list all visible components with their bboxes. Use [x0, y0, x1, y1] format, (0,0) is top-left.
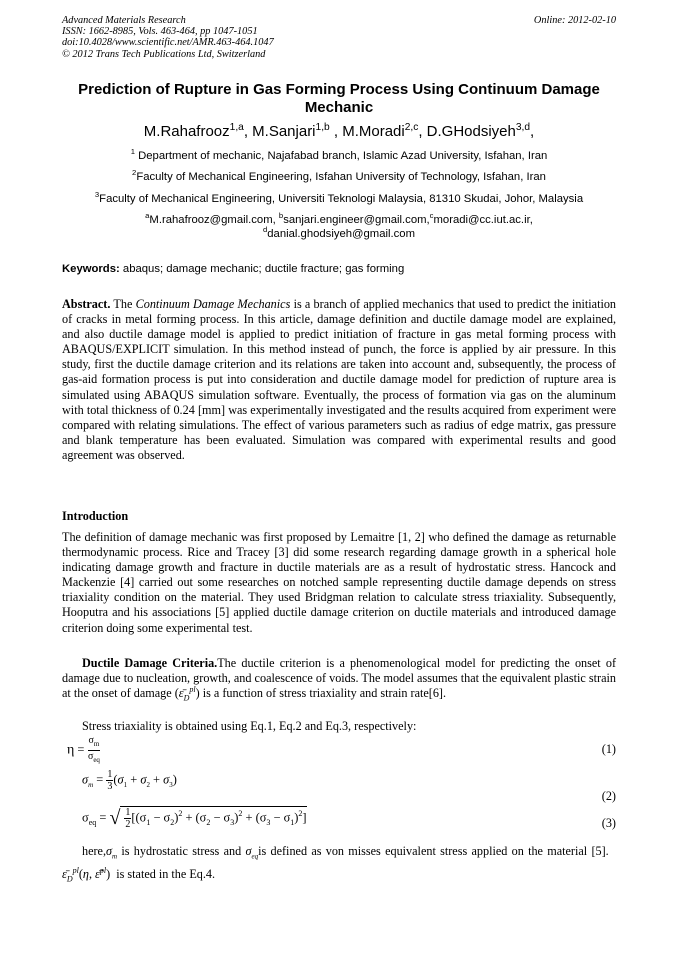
equation-1: η = $\frac{\sigma_m}{\sigma_{eq}}$	[67, 735, 100, 764]
affiliation-2: $^2$Faculty of Mechanical Engineering, Isfahan University of Technology, Isfahan, Iran	[132, 168, 546, 183]
author-names: M.Rahafrooz$^{1,a}$, M.Sanjari$^{1,b}$ , M.Moradi$^{2,c}$, D.GHodsiyeh$^{3,d}$,	[143, 122, 535, 140]
journal-header	[62, 15, 274, 60]
author-emails: $^a$M.rahafrooz@gmail.com, $^b$sanjari.engineer@gmail.com,$^c$moradi@cc.iut.ac.ir, $^d$danial.ghodsiyeh@gmail.com	[145, 211, 533, 240]
paper-title: Prediction of Rupture in Gas Forming Process Using Continuum Damage Mechanic	[78, 81, 600, 116]
keywords	[62, 263, 404, 275]
ductile-damage-paragraph: Ductile Damage Criteria.The ductile criterion is a phenomenological model for predicting the onset of damage due to nucleation, growth, and coalescence of voids. The model assumes that the equivalent plastic strain at the onset of damage $(\varepsilon̄_D^{pl})$ is a function of stress triaxiality and strain rate[6].	[62, 656, 617, 703]
affiliation-1: $^1$ Department of mechanic, Najafabad branch, Islamic Azad University, Isfahan, Iran	[130, 147, 548, 162]
abstract: Abstract. The Continuum Damage Mechanics is a branch of applied mechanics that used to predict the initiation of cracks in metal forming process. In this article, damage definition and ductile damage model are explained, and also ductile damage model is applied to predict initiation of fracture in gas metal forming process with ABAQUS/EXPLICIT simulation. In this method instead of punch, the force is applied by air pressure. In this study, first the ductile damage criterion and its relations are taken into account and, subsequently, the process of gas-aid formation process is put into consideration and ductile damage model for prediction of rupture area is simulated using ABAQUS simulation software. Eventually, the process of formation via gas on the aluminum with total thickness of 0.24 [mm] was experimentally investigated and the results acquired from experiment were compared with relating simulations. The effect of various parameters such as radius of edge matrix, gas pressure and blank temperature has been evaluated. Simulation was compared with experimental results and good agreement was observed.	[62, 297, 617, 462]
online-date: Online: 2012-02-10	[533, 15, 616, 26]
email-d[interactable]: danial.ghodsiyeh@gmail.com	[267, 228, 416, 240]
equation-number-3: (3)	[601, 816, 616, 830]
email-a[interactable]: M.rahafrooz@gmail.com,	[149, 214, 276, 226]
introduction-heading: Introduction	[62, 509, 129, 523]
eq-intro: Stress triaxiality is obtained using Eq.1, Eq.2 and Eq.3, respectively:	[82, 719, 417, 733]
email-b[interactable]: sanjari.engineer@gmail.com,	[283, 214, 430, 226]
hydrostatic-paragraph: $here,\sigma_m$ is hydrostatic stress and $\sigma_{eq}is$ defined as von misses equivalent stress applied on the material [5]. $\varepsilon̄_D^{pl}(\eta$, ε̄̇$^{pl}$) is stated in the Eq.4.	[62, 844, 609, 884]
equation-2: $\sigma_m$ = $\frac{1}{3}$ $(\sigma_1 + \sigma_2 + \sigma_3)$	[82, 769, 177, 792]
equation-3: $\sigma_{eq}$ = √ $\frac{1}{2}$ $[(\sigma_1 - \sigma_2)^2 + (\sigma_2 - \sigma_3)^2 + (\sigma_3 - \sigma_1)^2]$	[82, 807, 307, 830]
intro-paragraph: The definition of damage mechanic was first proposed by Lemaitre [1, 2] who defined the damage as returnable thermodynamic process. Rice and Tracey [3] did some research regarding damage growth in a spherical hole indicating damage growth and fracture in ductile materials are as a result of hydrostatic stress. Hancock and Mackenzie [4] carried out some researches on notched sample representing ductile damage depends on stress triaxiality condition on the material. They used Bridgman relation to calculate stress triaxiality. Subsequently, Hooputra and his associations [5] applied ductile damage criterion on ductile materials and introduced damage criterion doing some experimental test.	[62, 530, 616, 635]
journal-issn: ISSN: 1662-8985, Vols. 463-464, pp 1047-1051	[62, 26, 258, 38]
journal-doi: doi:10.4028/www.scientific.net/AMR.463-464.1047	[62, 37, 274, 49]
affiliation-3: $^3$Faculty of Mechanical Engineering, Universiti Teknologi Malaysia, 81310 Skudai, Johor, Malaysia	[94, 190, 584, 205]
email-c[interactable]: moradi@cc.iut.ac.ir,	[433, 214, 533, 226]
abstract-italic: Continuum Damage Mechanics	[135, 297, 291, 311]
keywords-label: Keywords:	[62, 263, 120, 275]
abstract-label: Abstract.	[62, 297, 111, 311]
equation-number-1: (1)	[601, 742, 616, 756]
equation-number-2: (2)	[601, 789, 616, 803]
journal-copyright: © 2012 Trans Tech Publications Ltd, Switzerland	[62, 48, 266, 60]
keywords-text: abaqus; damage mechanic; ductile fracture; gas forming	[122, 263, 405, 275]
author-list	[62, 123, 616, 140]
abstract-text: is a branch of applied mechanics that used to predict the initiation of cracks in metal forming process. In this article, damage definition and ductile damage model are explained, and also ductile damage model is applied to predict initiation of fracture in gas metal forming process with ABAQUS/EXPLICIT simulation. In this method instead of punch, the force is applied by air pressure. In this study, first the ductile damage criterion and its relations are taken into account and, subsequently, the process of gas-aid formation process is put into consideration and ductile damage model for prediction of rupture area is simulated using ABAQUS simulation software. Eventually, the process of formation via gas on the aluminum with total thickness of 0.24 [mm] was experimentally investigated and the results acquired from experiment were compared with relating simulations. The effect of various parameters such as radius of edge matrix, gas pressure and blank temperature has been evaluated. Simulation was compared with experimental results and good agreement was observed.	[62, 297, 617, 462]
ddc-label: Ductile Damage Criteria.	[82, 656, 218, 670]
journal-name: Advanced Materials Research	[62, 15, 186, 26]
